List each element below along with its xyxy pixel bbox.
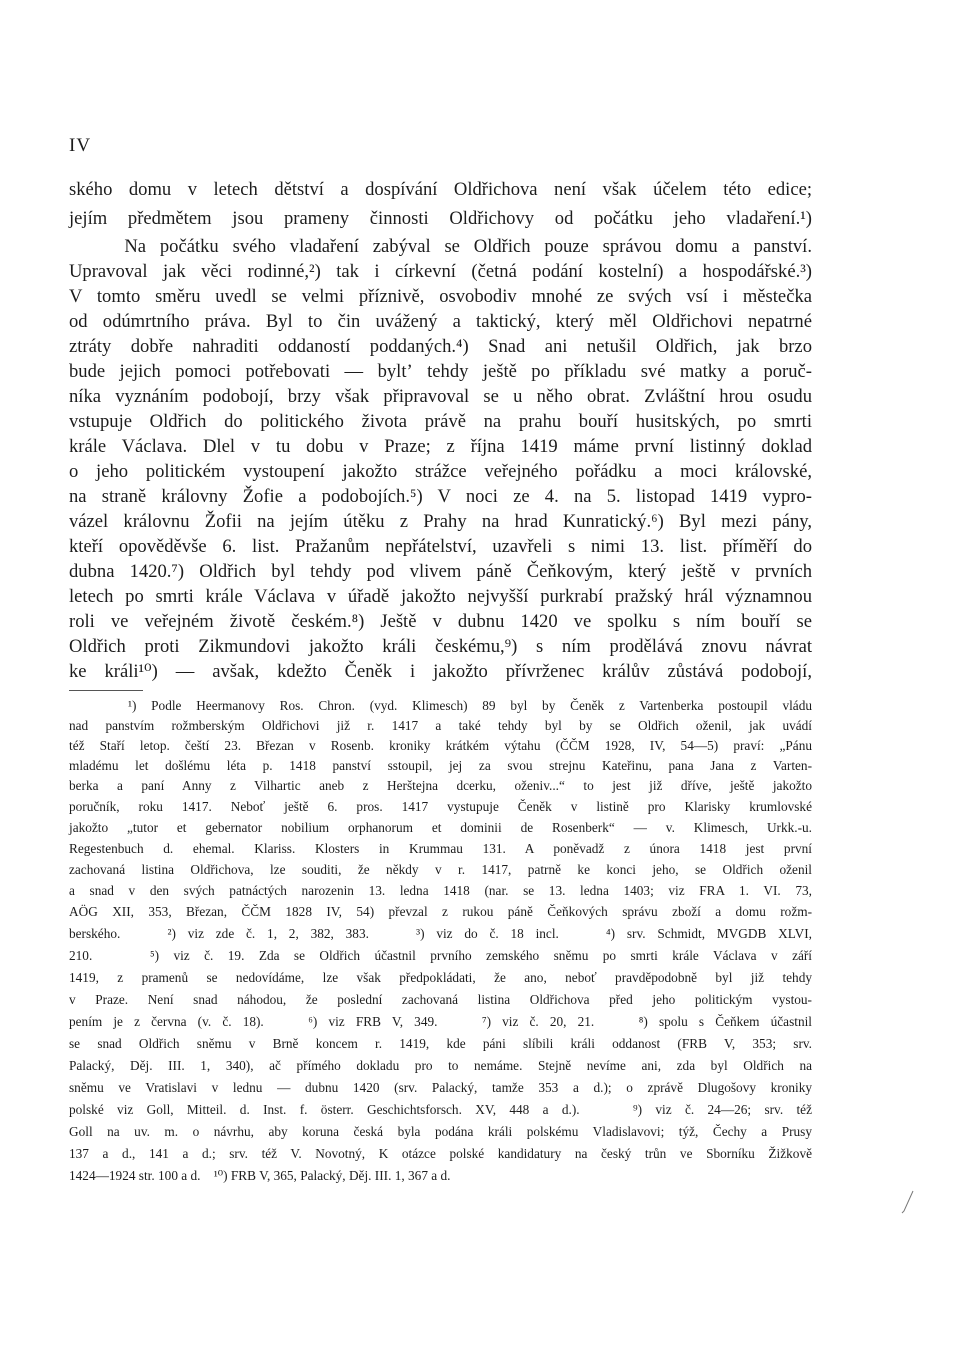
text-line: vázel královnu Žofii na jejím útěku z Prahy na hrad Kunratický.⁶) Byl mezi pány,: [69, 511, 812, 532]
text-line: vstupuje Oldřich do politického života právě na prahu bouří husitských, po smrti: [69, 411, 812, 432]
text-line: jejím předmětem jsou prameny činnosti Oldřichovy od počátku jeho vladaření.¹): [69, 208, 812, 229]
footnote-line: zachovaná listina Oldřichova, lze souditi, že někdy v r. 1417, patrně ke konci jeho, se Oldřich oženil: [69, 862, 812, 877]
text-line: ztráty dobře nahraditi oddaností poddaných.⁴) Snad ani netušil Oldřich, jak brzo: [69, 336, 812, 357]
footnote-line: Palacký, Děj. III. 1, 340), ač přímého dokladu pro to nemáme. Stejně nevíme ani, zda byl Oldřich na: [69, 1058, 812, 1073]
text-line: letech po smrti krále Václava v úřadě jakožto nejvyšší purkrabí pražský hrál významnou: [69, 586, 812, 607]
footnote-line: 1419, z pramenů se nedovídáme, lze však předpokládati, že ano, neboť pravděpodobně byl již tehdy: [69, 970, 812, 985]
footnote-line: berského. ²) viz zde č. 1, 2, 382, 383. ³) viz do č. 18 incl. ⁴) srv. Schmidt, MVGDB XLVI,: [69, 926, 812, 941]
text-line: o jeho politickém vystoupení jakožto strážce veřejného pořádku a moci královské,: [69, 461, 812, 482]
text-line: dubna 1420.⁷) Oldřich byl tehdy pod vlivem páně Čeňkovým, který ještě v prvních: [69, 561, 812, 582]
text-line: kteří opověděvše 6. list. Pražanům nepřátelství, uzavřeli s nimi 13. list. příměří do: [69, 536, 812, 557]
footnote-line: jakožto „tutor et gebernator nobilium orphanorum et dominii de Rosenberk“ — v. Klimesch, Urkk.-u.: [69, 820, 812, 835]
footnote-line: 1424—1924 str. 100 a d. ¹⁰) FRB V, 365, Palacký, Děj. III. 1, 367 a d.: [69, 1168, 451, 1183]
footnote-line: 137 a d., 141 a d.; srv. též V. Novotný, K otázce polské kandidatury na český trůn ve Sborníku Žižkově: [69, 1146, 812, 1161]
text-line: krále Václava. Dlel v tu dobu v Praze; z října 1419 máme první listinný doklad: [69, 436, 812, 457]
footnote-line: berka a paní Anny z Vilhartic aneb z Herštejna dcerku, oženiv...“ to jest již dříve, ještě jakožto: [69, 778, 812, 793]
text-line: ského domu v letech dětství a dospívání Oldřichova není však účelem této edice;: [69, 179, 812, 200]
footnote-line: mladému let došlému léta p. 1418 panství sstoupil, jej za svou strejnu Kateřinu, pana Jana z Varten-: [69, 758, 812, 773]
footnote-line: nad panstvím rožmberským Oldřichovi již r. 1417 a také tehdy byl by se Oldřich oženil, jak uvádí: [69, 718, 812, 733]
text-line: Upravoval jak věci rodinné,²) tak i církevní (četná podání kostelní) a hospodářské.³): [69, 261, 812, 282]
text-line: Na počátku svého vladaření zabýval se Oldřich pouze správou domu a panství.: [69, 236, 812, 257]
footnote-separator: [69, 690, 143, 691]
text-line: od odúmrtního práva. Byl to čin uvážený a taktický, který měl Oldřichovi nepatrné: [69, 311, 812, 332]
page-number: IV: [69, 135, 92, 156]
footnote-line: 210. ⁵) viz č. 19. Zda se Oldřich účastnil prvního zemského sněmu po smrti krále Václava v září: [69, 948, 812, 963]
text-line: bude jejich pomoci potřebovati — byltʼ tehdy ještě po příkladu své matky a poruč-: [69, 361, 812, 382]
footnote-line: polské viz Goll, Mitteil. d. Inst. f. österr. Geschichtsforsch. XV, 448 a d.). ⁹) viz č. 24—26; srv. též: [69, 1102, 812, 1117]
footnote-line: pením je z června (v. č. 18). ⁶) viz FRB V, 349. ⁷) viz č. 20, 21. ⁸) spolu s Čeňkem účastnil: [69, 1014, 812, 1029]
text-line: níka vyznáním podobojí, brzy však připravoval se u něho obrat. Zvláštní hrou osudu: [69, 386, 812, 407]
text-line: ke králi¹⁰) — avšak, kdežto Čeněk i jakožto přívrženec králův zůstává podobojí,: [69, 661, 812, 682]
footnote-line: sněmu ve Vratislavi v lednu — dubnu 1420 (srv. Palacký, tamže 353 a d.); o zprávě Dlugošovy kroniky: [69, 1080, 812, 1095]
footnote-line: poručník, roku 1417. Neboť ještě 6. pros. 1417 vystupuje Čeněk v listině pro Klarisky krumlovské: [69, 799, 812, 814]
text-line: roli ve veřejném životě českém.⁸) Ještě v dubnu 1420 ve spolku s ním bouří se: [69, 611, 812, 632]
footnote-line: a snad v den svých patnáctých narozenin 13. ledna 1418 (nar. se 13. ledna 1403; viz FRA 1. VI. 73,: [69, 883, 812, 898]
footnote-line: Goll na uv. m. o návrhu, aby koruna česká byla podána králi polskému Vladislavovi; týž, Čechy a Prusy: [69, 1124, 812, 1139]
footnote-line: též Staří letop. čeští 23. Březan v Rosenb. kroniky krátkém výtahu (ČČM 1928, IV, 54—5) praví: „Pánu: [69, 738, 812, 753]
footnote-line: ¹) Podle Heermanovy Ros. Chron. (vyd. Klimesch) 89 byl by Čeněk z Vartenberka postoupil vládu: [69, 698, 812, 713]
footnote-line: v Praze. Není snad náhodou, že poslední zachovaná listina Oldřichova před jeho politickým vystou-: [69, 992, 812, 1007]
text-line: V tomto směru uvedl se velmi příznivě, osvobodiv mnohé ze svých vsí i městečka: [69, 286, 812, 307]
footnote-line: AÖG XII, 353, Březan, ČČM 1828 IV, 54) převzal z rukou páně Čeňkových správu zboží a domu rožm-: [69, 904, 812, 919]
footnote-line: Regestenbuch d. ehemal. Klariss. Klosters in Krummau 131. A poněvadž z února 1418 jest první: [69, 841, 812, 856]
footnote-line: se snad Oldřich sněmu v Brně koncem r. 1419, kde páni slíbili králi oddanost (FRB V, 353; srv.: [69, 1036, 812, 1051]
text-line: na straně královny Žofie a podobojích.⁵) V noci ze 4. na 5. listopad 1419 vypro-: [69, 486, 812, 507]
pencil-mark-icon: [900, 1190, 916, 1214]
text-line: Oldřich proti Zikmundovi jakožto králi českému,⁹) s ním prodělává znovu návrat: [69, 636, 812, 657]
